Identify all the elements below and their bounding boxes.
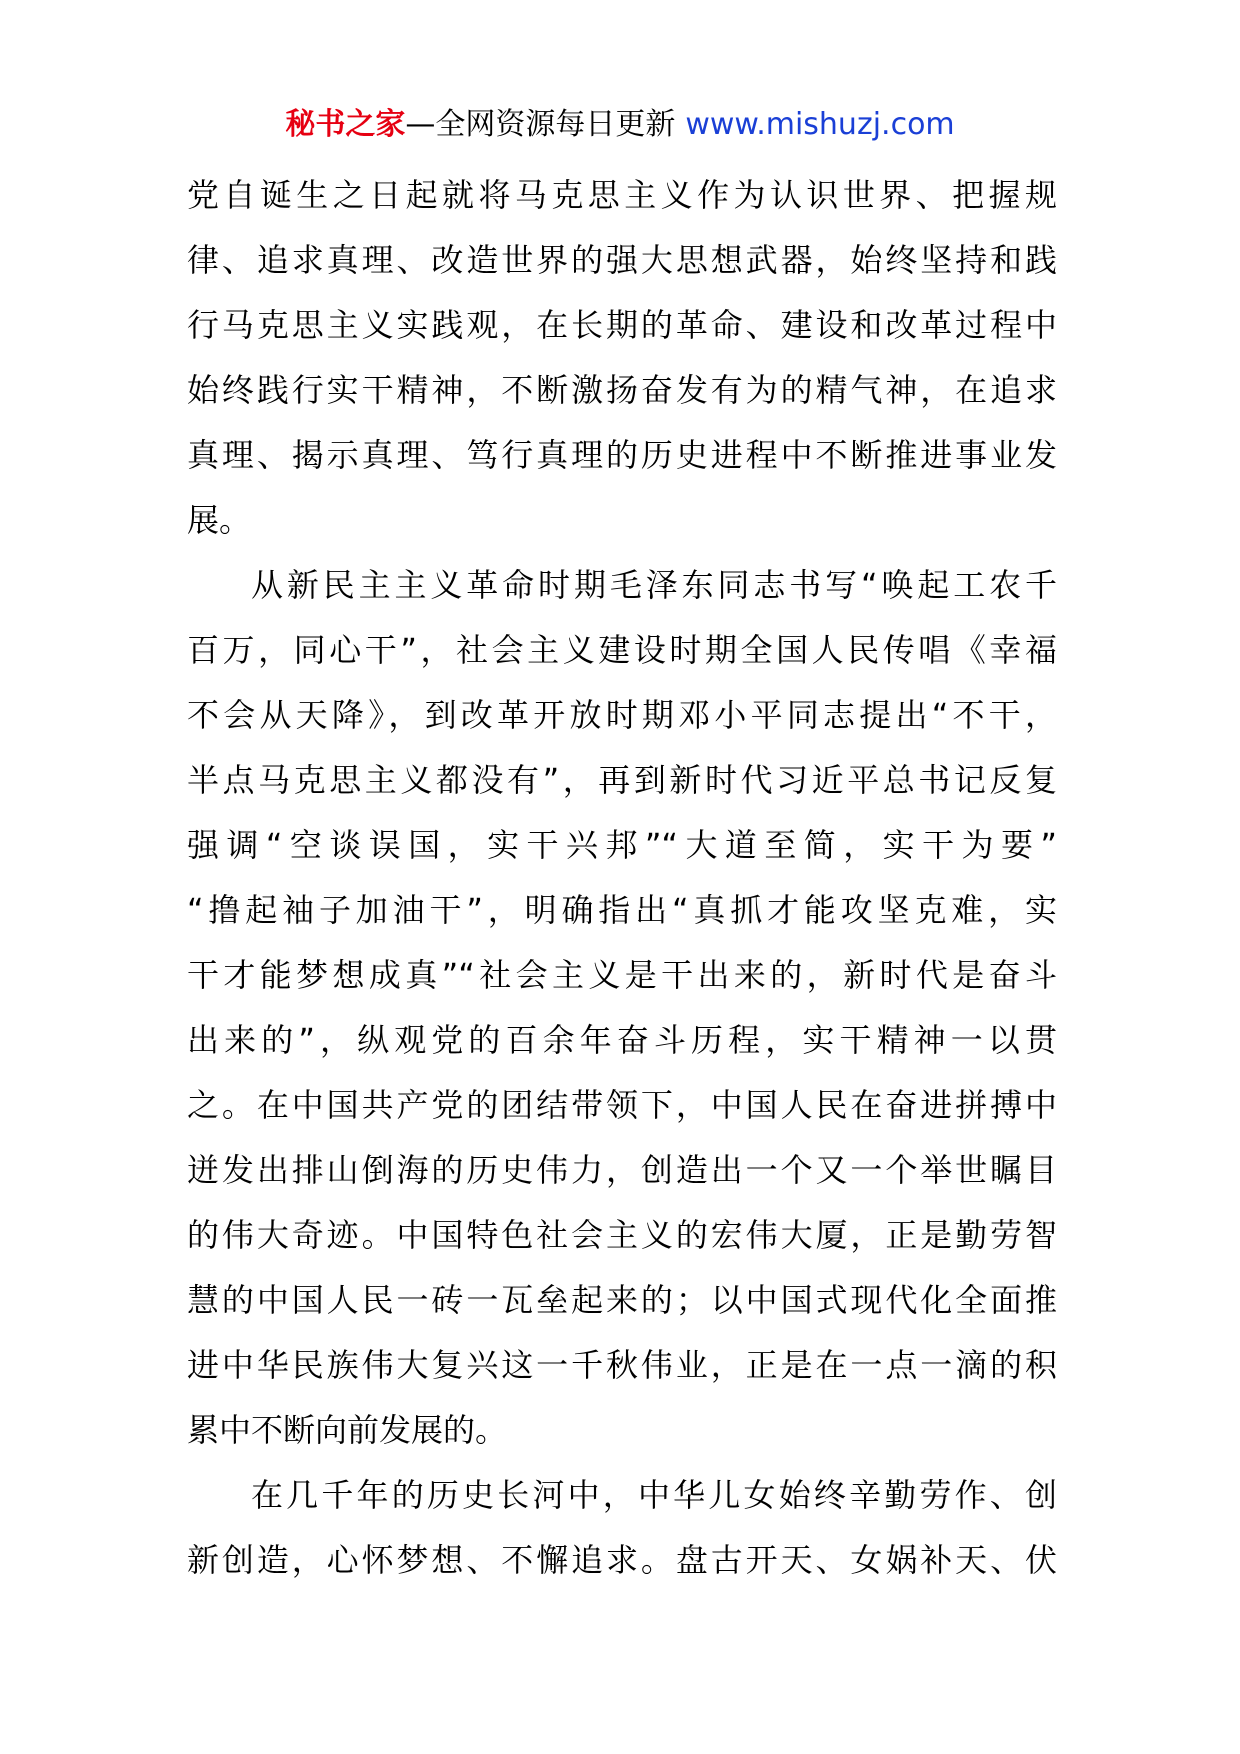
text-line: 党自诞生之日起就将马克思主义作为认识世界、把握规: [187, 176, 1057, 214]
paragraph-start-line: 从新民主主义革命时期毛泽东同志书写“唤起工农千: [251, 566, 1057, 604]
text-line: 干才能梦想成真”“社会主义是干出来的，新时代是奋斗: [187, 956, 1057, 994]
text-line: 半点马克思主义都没有”，再到新时代习近平总书记反复: [187, 761, 1057, 799]
text-line: 强调“空谈误国，实干兴邦”“大道至简，实干为要”: [187, 826, 1057, 864]
site-header: [0, 100, 1240, 150]
site-brand: 秘书之家: [285, 107, 406, 142]
text-line: 百万，同心干”，社会主义建设时期全国人民传唱《幸福: [187, 631, 1057, 669]
text-line: 不会从天降》，到改革开放时期邓小平同志提出“不干，: [187, 696, 1057, 734]
site-slogan: —全网资源每日更新: [405, 107, 676, 142]
site-url-link[interactable]: www.mishuzj.com: [685, 107, 955, 142]
text-line: 出来的”，纵观党的百余年奋斗历程，实干精神一以贯: [187, 1021, 1057, 1059]
text-line: 展。: [187, 501, 252, 539]
text-line: 之。在中国共产党的团结带领下，中国人民在奋进拼搏中: [187, 1086, 1057, 1124]
text-line: 真理、揭示真理、笃行真理的历史进程中不断推进事业发: [187, 436, 1057, 474]
text-line: 的伟大奇迹。中国特色社会主义的宏伟大厦，正是勤劳智: [187, 1216, 1057, 1254]
text-line: 进中华民族伟大复兴这一千秋伟业，正是在一点一滴的积: [187, 1346, 1057, 1384]
text-line: 行马克思主义实践观，在长期的革命、建设和改革过程中: [187, 306, 1057, 344]
document-body: [187, 163, 1057, 1593]
text-line: 累中不断向前发展的。: [187, 1411, 508, 1449]
paragraph-start-line: 在几千年的历史长河中，中华儿女始终辛勤劳作、创: [251, 1476, 1057, 1514]
text-line: 新创造，心怀梦想、不懈追求。盘古开天、女娲补天、伏: [187, 1541, 1057, 1579]
text-line: 慧的中国人民一砖一瓦垒起来的；以中国式现代化全面推: [187, 1281, 1057, 1319]
text-line: “撸起袖子加油干”，明确指出“真抓才能攻坚克难，实: [187, 891, 1057, 929]
text-line: 迸发出排山倒海的历史伟力，创造出一个又一个举世瞩目: [187, 1151, 1057, 1189]
text-line: 始终践行实干精神，不断激扬奋发有为的精气神，在追求: [187, 371, 1057, 409]
text-line: 律、追求真理、改造世界的强大思想武器，始终坚持和践: [187, 241, 1057, 279]
